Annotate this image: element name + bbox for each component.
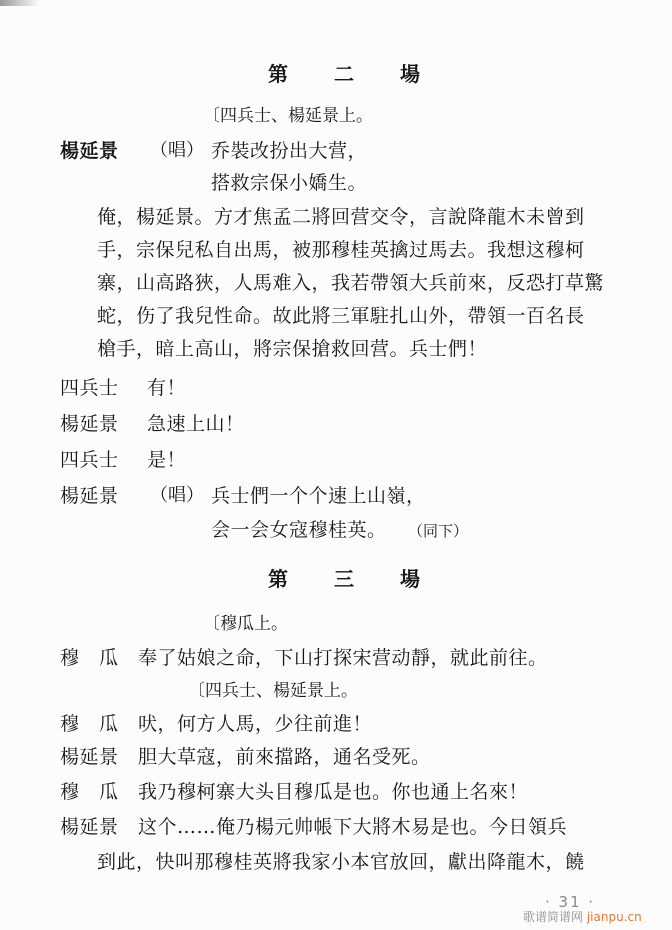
speaker-name: 楊延景 xyxy=(60,413,119,435)
scene-title-3 xyxy=(268,567,466,591)
scan-edge-shadow xyxy=(0,0,40,6)
scene-title-char: 三 xyxy=(334,567,354,591)
dialogue-line: 是！ xyxy=(147,449,187,471)
speaker-name: 楊延景 xyxy=(60,485,119,507)
speech-line: 到此，快叫那穆桂英將我家小本官放回，獻出降龍木，饒 xyxy=(97,851,585,873)
speech-line: 俺，楊延景。方才焦孟二將回营交令，言說降龍木未曾到 xyxy=(97,206,585,228)
stage-direction: 〔四兵士、楊延景上。 xyxy=(188,681,358,701)
stage-direction: 〔穆瓜上。 xyxy=(203,614,288,634)
dialogue-line: 这个……俺乃楊元帅帳下大將木易是也。今日領兵 xyxy=(138,816,568,838)
speech-line: 寨，山高路狹，人馬难入，我若帶領大兵前來，反恐打草驚 xyxy=(97,272,605,294)
dialogue-line: 我乃穆柯寨大头目穆瓜是也。你也通上名來！ xyxy=(138,781,529,803)
song-line: 搭救宗保小嬌生。 xyxy=(211,172,368,194)
dialogue-line: 胆大草寇，前來擋路，通名受死。 xyxy=(138,746,431,768)
speech-line: 槍手，暗上高山，將宗保搶救回营。兵士們！ xyxy=(97,338,488,360)
scene-title-char: 二 xyxy=(334,62,354,86)
speaker-name: 四兵士 xyxy=(60,449,119,471)
scene-title-char: 第 xyxy=(268,567,288,591)
singing-marker: （唱） xyxy=(150,485,204,506)
speaker-name: 穆 瓜 xyxy=(60,713,119,735)
scene-title-2 xyxy=(268,62,466,86)
song-line: 会一会女寇穆桂英。 xyxy=(211,519,387,541)
song-line: 兵士們一个个速上山嶺， xyxy=(211,485,426,507)
page-number: · 31 · xyxy=(545,893,596,911)
singing-marker: （唱） xyxy=(150,140,204,161)
speaker-name: 四兵士 xyxy=(60,377,119,399)
watermark-text: 歌谱简谱网 xyxy=(523,910,584,924)
watermark xyxy=(523,908,642,925)
speaker-name: 穆 瓜 xyxy=(60,647,119,669)
song-line: 乔裝改扮出大营， xyxy=(211,140,368,162)
dialogue-line: 奉了姑娘之命，下山打探宋营动靜，就此前往。 xyxy=(138,647,548,669)
scene-title-char: 第 xyxy=(268,62,288,86)
speaker-name: 穆 瓜 xyxy=(60,781,119,803)
dialogue-line: 有！ xyxy=(147,377,187,399)
speech-line: 手，宗保兒私自出馬，被那穆桂英擒过馬去。我想这穆柯 xyxy=(97,239,585,261)
dialogue-line: 急速上山！ xyxy=(147,413,245,435)
exit-direction: （同下） xyxy=(408,522,469,540)
scene-title-char: 場 xyxy=(400,62,420,86)
speaker-name: 楊延景 xyxy=(60,140,119,162)
dialogue-line: 吠，何方人馬，少往前進！ xyxy=(138,713,373,735)
speech-line: 蛇，伤了我兒性命。故此將三軍駐扎山外，帶領一百名長 xyxy=(97,305,585,327)
scene-title-char: 場 xyxy=(400,567,420,591)
speaker-name: 楊延景 xyxy=(60,746,119,768)
stage-direction: 〔四兵士、楊延景上。 xyxy=(203,106,373,126)
speaker-name: 楊延景 xyxy=(60,816,119,838)
watermark-url: jianpu.cn xyxy=(586,910,642,924)
